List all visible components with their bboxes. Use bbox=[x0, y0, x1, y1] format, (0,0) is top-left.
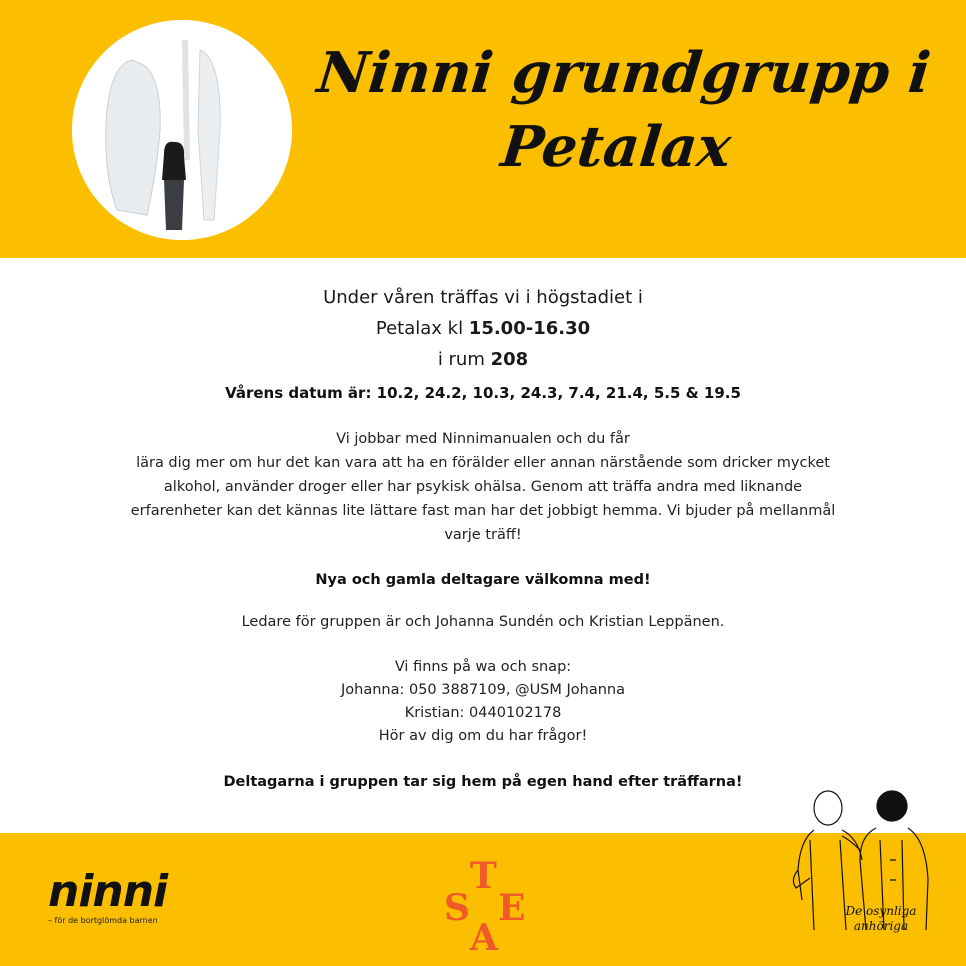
ninni-logo-word: ninni bbox=[48, 866, 168, 917]
spring-dates: Vårens datum är: 10.2, 24.2, 10.3, 24.3, 7.4, 21.4, 5.5 & 19.5 bbox=[225, 384, 741, 402]
title-line-2: Petalax bbox=[497, 114, 735, 180]
welcome-text: Nya och gamla deltagare välkomna med! bbox=[315, 572, 651, 588]
intro-line-2 bbox=[40, 313, 926, 344]
description-line-5: varje träff! bbox=[444, 527, 522, 543]
osynliga-line-2: anhöriga bbox=[853, 919, 909, 933]
intro-line-2-prefix: Petalax kl bbox=[375, 318, 469, 339]
description-line-4: erfarenheter kan det kännas lite lättare fast man har det jobbigt hemma. Vi bjuder på mellanmål bbox=[130, 503, 836, 519]
steaa-letter-e: E bbox=[498, 887, 526, 929]
contact-johanna: Johanna: 050 3887109, @USM Johanna bbox=[341, 682, 625, 698]
contact-line-1: Vi finns på wa och snap: bbox=[394, 659, 572, 675]
ninni-logo bbox=[48, 866, 208, 925]
contact-kristian: Kristian: 0440102178 bbox=[404, 705, 562, 721]
intro-line-3-prefix: i rum bbox=[437, 349, 491, 370]
osynliga-line-1: De osynliga bbox=[845, 904, 917, 918]
description-line-2: lära dig mer om hur det kan vara att ha en förälder eller annan närstående som dricker mycket bbox=[136, 455, 830, 471]
steaa-letter-s: S bbox=[444, 887, 470, 929]
intro-line-1: Under våren träffas vi i högstadiet i bbox=[323, 287, 643, 308]
title-line-1: Ninni grundgrupp i bbox=[314, 40, 934, 106]
main-content bbox=[40, 282, 926, 790]
intro-line-3 bbox=[40, 344, 926, 375]
girl-illustration-icon bbox=[72, 20, 292, 240]
osynliga-anhoriga-logo bbox=[826, 904, 936, 934]
steaa-letter-t: T bbox=[470, 855, 497, 897]
description-line-3: alkohol, använder droger eller har psykisk ohälsa. Genom att träffa andra med liknande bbox=[163, 479, 803, 495]
illustration-circle bbox=[72, 20, 292, 240]
ninni-tagline: – för de bortglömda barnen bbox=[48, 916, 158, 925]
page-title bbox=[302, 36, 938, 184]
leaders-text: Ledare för gruppen är och Johanna Sundén och Kristian Leppänen. bbox=[241, 614, 725, 630]
notice-text: Deltagarna i gruppen tar sig hem på egen hand efter träffarna! bbox=[223, 774, 743, 790]
room-number: 208 bbox=[490, 349, 529, 370]
contact-line-4: Hör av dig om du har frågor! bbox=[378, 728, 588, 744]
description-block bbox=[40, 427, 926, 547]
meeting-time: 15.00-16.30 bbox=[468, 318, 591, 339]
description-line-1: Vi jobbar med Ninnimanualen och du får bbox=[336, 431, 630, 447]
intro-block bbox=[40, 282, 926, 375]
contact-block bbox=[40, 656, 926, 748]
steaa-logo bbox=[440, 855, 530, 959]
steaa-letter-a: A bbox=[470, 917, 498, 959]
